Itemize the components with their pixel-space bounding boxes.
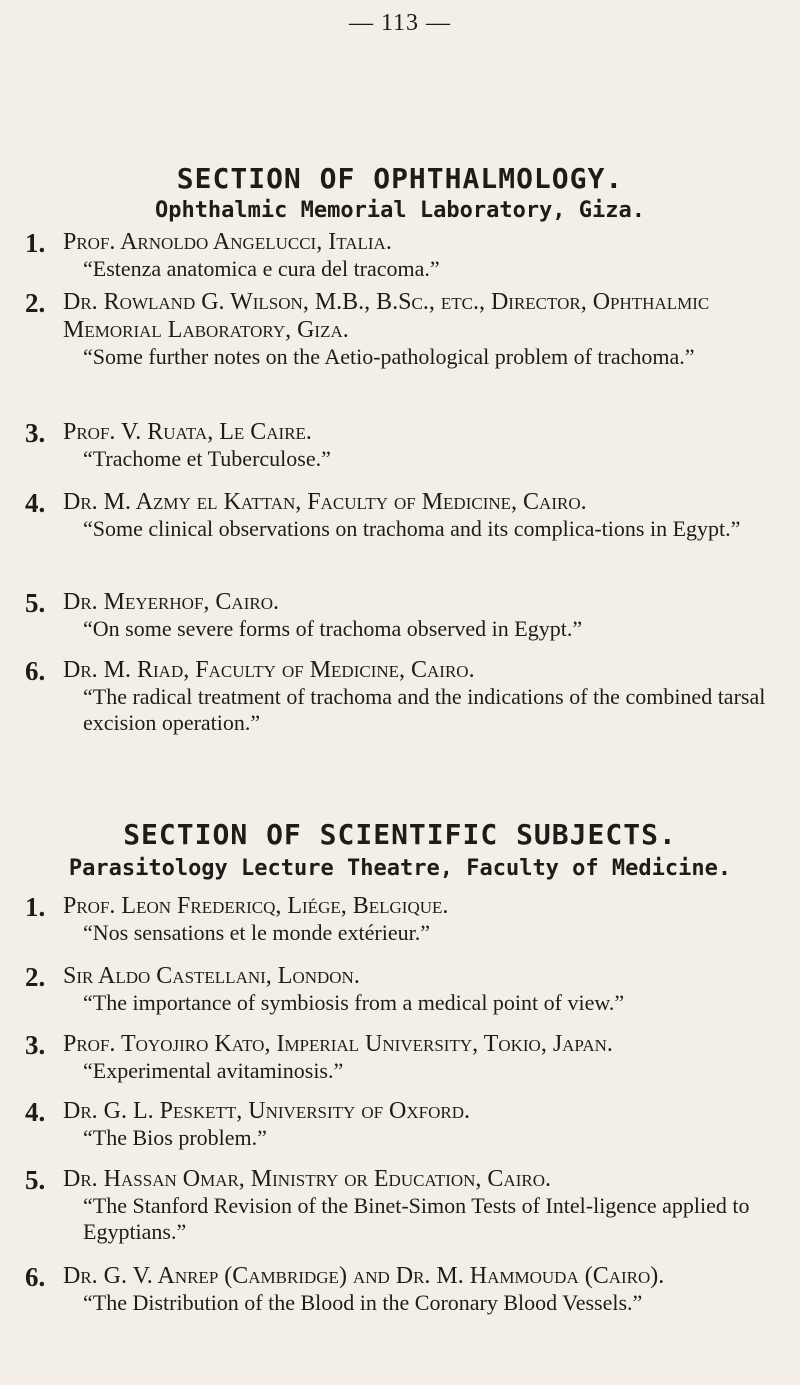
item-number: 1. — [25, 892, 46, 922]
section-venue: Parasitology Lecture Theatre, Faculty of Medicine. — [68, 856, 732, 881]
section-heading: SECTION OF SCIENTIFIC SUBJECTS. — [123, 818, 677, 851]
section-heading: SECTION OF OPHTHALMOLOGY. — [176, 162, 624, 195]
item-number: 2. — [25, 962, 46, 992]
talk-title: “The Stanford Revision of the Binet-Simon Tests of Intel-ligence applied to Egyptians.” — [83, 1193, 750, 1244]
list-item — [25, 1097, 795, 1151]
item-number: 3. — [25, 1030, 46, 1060]
speaker: Dr. M. Riad, Faculty of Medicine, Cairo. — [63, 657, 475, 683]
list-item — [25, 1030, 795, 1084]
speaker: Dr. Hassan Omar, Ministry or Education, Cairo. — [63, 1166, 551, 1192]
item-number: 5. — [25, 588, 46, 618]
list-item — [25, 418, 795, 472]
talk-title: “The Distribution of the Blood in the Coronary Blood Vessels.” — [83, 1290, 643, 1315]
list-item — [25, 962, 795, 1016]
speaker: Prof. V. Ruata, Le Caire. — [63, 419, 312, 445]
talk-title: “Nos sensations et le monde extérieur.” — [83, 920, 431, 945]
speaker: Dr. M. Azmy el Kattan, Faculty of Medicine, Cairo. — [63, 489, 587, 515]
list-item — [25, 588, 795, 642]
speaker: Dr. G. V. Anrep (Cambridge) and Dr. M. Hammouda (Cairo). — [63, 1263, 665, 1289]
section-venue: Ophthalmic Memorial Laboratory, Giza. — [154, 198, 646, 223]
speaker: Dr. Rowland G. Wilson, M.B., B.Sc., etc., Director, Ophthalmic Memorial Laboratory, Giza. — [63, 289, 710, 343]
talk-title: “Experimental avitaminosis.” — [83, 1058, 344, 1083]
page-number: — 113 — — [348, 10, 452, 36]
list-item — [25, 892, 795, 946]
speaker: Dr. G. L. Peskett, University of Oxford. — [63, 1098, 471, 1124]
list-item — [25, 288, 795, 370]
talk-title: “The importance of symbiosis from a medical point of view.” — [83, 990, 625, 1015]
speaker: Prof. Leon Fredericq, Liége, Belgique. — [63, 893, 449, 919]
item-number: 4. — [25, 488, 46, 518]
talk-title: “Trachome et Tuberculose.” — [83, 446, 331, 471]
speaker: Dr. Meyerhof, Cairo. — [63, 589, 279, 615]
item-number: 6. — [25, 656, 46, 686]
speaker: Sir Aldo Castellani, London. — [63, 963, 360, 989]
list-item — [25, 656, 795, 736]
item-number: 2. — [25, 288, 46, 318]
item-number: 4. — [25, 1097, 46, 1127]
list-item — [25, 1262, 795, 1316]
talk-title: “Some clinical observations on trachoma and its complica-tions in Egypt.” — [83, 516, 741, 541]
item-number: 1. — [25, 228, 46, 258]
talk-title: “Some further notes on the Aetio-pathological problem of trachoma.” — [83, 344, 695, 369]
talk-title: “On some severe forms of trachoma observed in Egypt.” — [83, 616, 583, 641]
talk-title: “The Bios problem.” — [83, 1125, 267, 1150]
item-number: 6. — [25, 1262, 46, 1292]
item-number: 3. — [25, 418, 46, 448]
list-item — [25, 1165, 795, 1245]
speaker: Prof. Toyojiro Kato, Imperial University, Tokio, Japan. — [63, 1031, 613, 1057]
talk-title: “The radical treatment of trachoma and the indications of the combined tarsal excision operation.” — [83, 684, 766, 735]
list-item — [25, 488, 795, 542]
speaker: Prof. Arnoldo Angelucci, Italia. — [63, 229, 392, 255]
talk-title: “Estenza anatomica e cura del tracoma.” — [83, 256, 440, 281]
item-number: 5. — [25, 1165, 46, 1195]
list-item — [25, 228, 795, 282]
